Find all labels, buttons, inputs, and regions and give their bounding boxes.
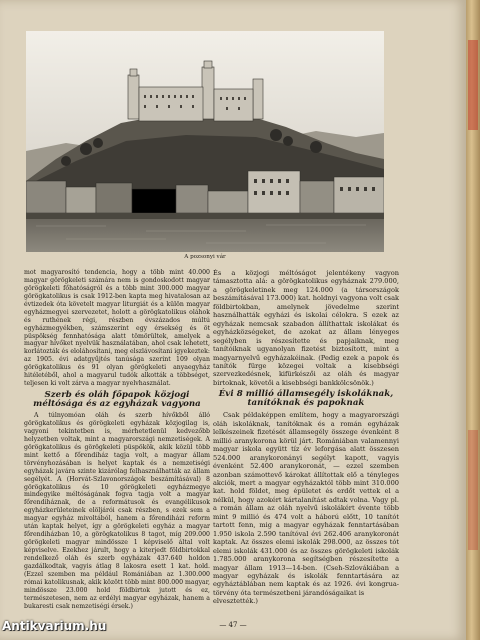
castle-photo <box>26 31 384 252</box>
right-paragraph-2: Csak példaképpen említem, hogy a magyarországi oláh iskoláknak, tanítóknak és a román egyházak lelkészeinek fizetését államsegély összege évenként 8 millió aranykorona körül járt. Romániában valamennyi magyar iskola együtt tíz év leforgása alatt összesen 524.000 aranykoronányi segélyt kapott, vagyis évenként 52.400 aranykoronát, — ezzel szemben azonban számottevő károkat állítottak elő a tényleges akciók, mert a magyar egyházaktól több mint 310.000 kat. hold földet, meg épületet és erdőt vettek el a nélkül, hogy azokért kártalanítást adtak volna. Vagy pl. a román állam az oláh nyelvű iskolákért évente több mint 9 millió és 474 volt a háború előtt, 10 tanítót tartott fenn, mig a magyar egyházak fenntartásában 1.950 iskola 2.590 tanítóval évi 262.406 aranykoronát kaptak. Az összes elemi iskolák 298.000, az összes tót elemi iskolák 431.000 és az összes görögkeleti iskolák 1.785.000 aranykorona segítségben részesítette a magyar állam 1913—14-ben. (Cseh-Szlovákiában a magyar egyházak és iskolák fenntartására az egyháztáblában nem kaptak és az 1926. évi kongrua-törvény óta természetbeni járandóságaikat is <box>213 411 399 597</box>
left-paragraph-2: A túlnyomóan oláh és szerb hívőkből álló görögkatolikus és görögkeleti egyházak közjogilag is, vagyoni tekintetben is, mérhetetlenül kedvezőbb helyzetben voltak, mint a magyarországi nemzetiségek. A görögkatolikus és görögkeleti püspökök, akik közül több mint kettő a főrendiház tagja volt, a magyar állam törvényhozásában is helyet kaptak és a nemzetiségi egyházak javára szinte kizárólag felhasználhatták az állam segélyét. A (Horvát-Szlavonországok beszámításával) 8 görögkatolikus és 10 görögkeleti egyházmegye mindegyike méltóságának fogva tagja volt a magyar főrendiháznak, de a reformátusok és evangélikusok egyházkerületeinek elöljárói csak részben, s ezek sem a magyar egyház mivoltából, hanem a főrendiházi reform után kaptak helyet, így a görögkeleti egyház a magyar főrendiházban 10, a görögkatolikus 8 tagot, míg 209.000 görögkeleti magyar mindössze 1 képviselő által volt képviselve. Ezekhez járult, hogy a kiterjedt földbirtokkal rendelkező oláh és szerb egyházak 437.640 holdon gazdálkodtak, vagyis átlag 8 lakosra esett 1 kat. hold. (Ezzel szemben ma például Romániában az 1.300.000 római katolikusnak, akik között több mint 800.000 magyar, mindössze 23.000 hold földbirtok jutott és ez, természetesen, nem az erdélyi magyar egyházak, hanem a bukaresti csak nemzetiségi érsek.) <box>24 412 210 610</box>
right-paragraph-1: És a közjogi méltóságot jelentékeny vagyon támasztotta alá: a görögkatolikus egyháznak 279.000, a görögkeletinek meg 124.000 (a társországok beszámításával 173.000) kat. holdnyi vagyona volt csak földbirtokban, amelynek jövedelme szerint használhatták egyházi és iskolai célokra. S ezek az egyházak nemcsak szabadon állíthattak iskolákat és egyházközségeket, de azokat az állam lényeges segélyben is részesítette és papjaiknak, meg tanítóiknak ugyanolyan fizetést biztosított, mint a magyarnyelvű egyházakéinak. (Pedig ezek a papok és tanítók fürge közegei voltak a kisebbségi szervezkedésnek, kifürkészői az oláh és magyar birtoknak, követői a kisebbségi bankkölcsönök.) <box>213 269 399 387</box>
left-paragraph-1: mot magyarosító tendencia, hogy a több mint 40.000 magyar görögkeleti számára nem is gondoskodott magyar görögkeleti főhatóságról és a több mint 300.000 magyar görögkatolikus is csak 1912-ben kapta meg hivatalosan az évtizedek óta követelt magyar liturgiát és a külön magyar egyházmegyei szervezetet, holott a görögkatolikus oláhok és ruthének régi, részben évszázados múltú egyházmegyékben, számszerint egy érsekség és öt püspökség fennhatósága alatt tömörültek, amelyek a magyar hívőket nyelvük használatában, ahol csak lehetett, korlátozták és eloláhosítani, meg elszlávosítani igyekeztek: az 1905. évi adatgyűjtés tanúsága szerint 109 olyan görögkatolikus és 91 olyan görögkeleti anyaegyház hitéletéből, ahol a magyarul tudók alkották a többséget, teljesen ki volt zárva a magyar nyelvhasználat. <box>24 269 210 388</box>
section-heading-1: Szerb és oláh főpapok közjogi méltósága és az egyházak vagyona <box>33 390 201 410</box>
watermark-logo: Antikvarium.hu <box>2 619 107 633</box>
photo-caption: A pozsonyi vár <box>184 254 226 260</box>
edge-mark <box>468 40 478 130</box>
castle-photo-image <box>26 31 384 252</box>
edge-mark <box>468 430 478 550</box>
left-column <box>24 269 210 611</box>
page-number: — 47 — <box>219 621 247 629</box>
right-column <box>213 269 399 606</box>
right-paragraph-3: elvesztették.) <box>213 597 258 606</box>
section-heading-2: Évi 8 millió államsegély iskoláknak, tanítóknak és papoknak <box>218 389 394 409</box>
